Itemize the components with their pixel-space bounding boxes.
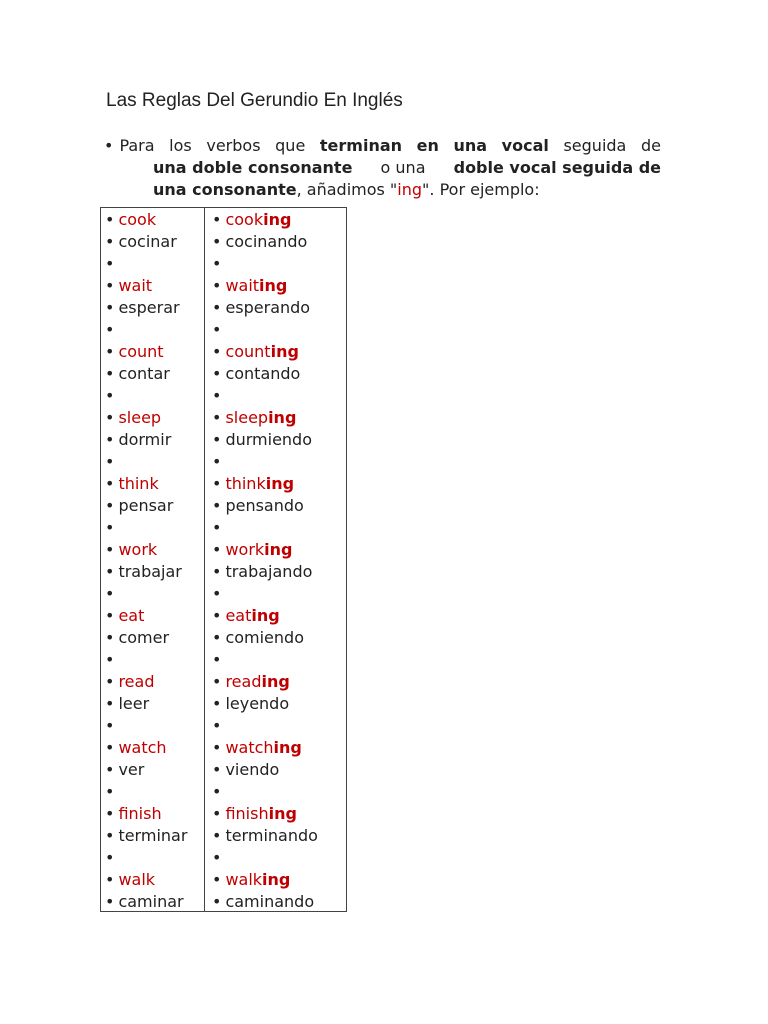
english-verb: eat	[118, 606, 145, 625]
empty-bullet-row	[105, 847, 204, 869]
spanish-verb: terminar	[118, 826, 188, 845]
gerund-stem: read	[225, 672, 262, 691]
gerund-stem: finish	[225, 804, 269, 823]
gerund-suffix: ing	[261, 672, 290, 691]
empty-bullet-row	[212, 385, 346, 407]
rule-word: seguida	[563, 136, 627, 155]
rule-phrase-bold: una doble consonante	[153, 158, 353, 177]
gerund-row	[212, 407, 346, 429]
bullet: •	[212, 738, 222, 757]
bullet: •	[212, 782, 222, 801]
bullet: •	[105, 320, 115, 339]
bullet: •	[212, 408, 222, 427]
empty-bullet-row	[105, 715, 204, 737]
bullet: •	[105, 298, 115, 317]
bullet: •	[105, 892, 115, 911]
bullet: •	[105, 606, 115, 625]
gerund-row	[212, 671, 346, 693]
gerund-row	[212, 275, 346, 297]
gerund-translation-row	[212, 297, 346, 319]
bullet: •	[212, 540, 222, 559]
english-verb: wait	[118, 276, 153, 295]
bullet: •	[105, 232, 115, 251]
bullet: •	[105, 276, 115, 295]
rule-word-bold: en	[416, 136, 439, 155]
gerund-row	[212, 539, 346, 561]
bullet: •	[105, 826, 115, 845]
bullet: •	[105, 738, 115, 757]
gerund-translation-row	[212, 693, 346, 715]
bullet: •	[105, 254, 115, 273]
bullet: •	[105, 474, 115, 493]
bullet: •	[212, 452, 222, 471]
rule-paragraph	[104, 135, 661, 201]
bullet: •	[105, 562, 115, 581]
bullet: •	[105, 342, 115, 361]
spanish-gerund: viendo	[225, 760, 280, 779]
bullet: •	[105, 804, 115, 823]
spanish-verb: caminar	[118, 892, 184, 911]
bullet: •	[105, 496, 115, 515]
gerund-translation-row	[212, 231, 346, 253]
bullet: •	[212, 298, 222, 317]
bullet: •	[105, 386, 115, 405]
verb-row	[105, 341, 204, 363]
gerund-stem: think	[225, 474, 266, 493]
english-verb: watch	[118, 738, 167, 757]
translation-row	[105, 495, 204, 517]
spanish-gerund: terminando	[225, 826, 318, 845]
empty-bullet-row	[105, 451, 204, 473]
translation-row	[105, 693, 204, 715]
bullet: •	[212, 562, 222, 581]
gerund-stem: sleep	[225, 408, 269, 427]
english-verb: work	[118, 540, 158, 559]
gerund-suffix: ing	[259, 276, 288, 295]
bullet: •	[104, 136, 114, 155]
english-verb: count	[118, 342, 164, 361]
spanish-gerund: contando	[225, 364, 301, 383]
bullet: •	[212, 694, 222, 713]
rule-phrase: o una	[380, 158, 426, 177]
bullet: •	[212, 254, 222, 273]
empty-bullet-row	[212, 847, 346, 869]
gerund-stem: cook	[225, 210, 264, 229]
empty-bullet-row	[212, 451, 346, 473]
rule-word: Para	[119, 136, 155, 155]
english-verb: think	[118, 474, 159, 493]
empty-bullet-row	[105, 583, 204, 605]
rule-phrase-bold: doble vocal seguida de	[453, 158, 661, 177]
gerund-suffix: ing	[273, 738, 302, 757]
verb-row	[105, 407, 204, 429]
gerund-suffix: ing	[268, 408, 297, 427]
spanish-gerund: esperando	[225, 298, 311, 317]
gerund-row	[212, 209, 346, 231]
empty-bullet-row	[105, 253, 204, 275]
bullet: •	[105, 364, 115, 383]
rule-line-1	[104, 135, 661, 157]
bullet: •	[212, 870, 222, 889]
bullet: •	[212, 628, 222, 647]
verb-row	[105, 869, 204, 891]
rule-first-word	[104, 135, 155, 157]
bullet: •	[212, 826, 222, 845]
rule-phrase-bold: una consonante	[153, 180, 297, 199]
spanish-verb: comer	[118, 628, 170, 647]
translation-row	[105, 627, 204, 649]
bullet: •	[212, 650, 222, 669]
bullet: •	[212, 364, 222, 383]
spanish-verb: esperar	[118, 298, 180, 317]
gerund-translation-row	[212, 363, 346, 385]
gerund-stem: wait	[225, 276, 260, 295]
bullet: •	[105, 430, 115, 449]
verb-row	[105, 671, 204, 693]
gerund-suffix: ing	[251, 606, 280, 625]
gerund-row	[212, 869, 346, 891]
gerund-row	[212, 605, 346, 627]
empty-bullet-row	[105, 319, 204, 341]
bullet: •	[105, 408, 115, 427]
spanish-gerund: pensando	[225, 496, 304, 515]
spanish-verb: pensar	[118, 496, 174, 515]
gerund-suffix: ing	[270, 342, 299, 361]
bullet: •	[105, 848, 115, 867]
translation-row	[105, 297, 204, 319]
gerund-translation-row	[212, 825, 346, 847]
spanish-gerund: caminando	[225, 892, 315, 911]
bullet: •	[212, 716, 222, 735]
bullet: •	[105, 672, 115, 691]
empty-bullet-row	[212, 649, 346, 671]
verb-row	[105, 209, 204, 231]
bullet: •	[105, 452, 115, 471]
bullet: •	[212, 606, 222, 625]
spanish-verb: leer	[118, 694, 150, 713]
verb-row	[105, 539, 204, 561]
spanish-verb: ver	[118, 760, 145, 779]
rule-word: de	[640, 136, 661, 155]
gerund-stem: count	[225, 342, 271, 361]
spanish-gerund: trabajando	[225, 562, 313, 581]
rule-word-bold: terminan	[319, 136, 403, 155]
gerunds-column	[205, 208, 346, 911]
spanish-verb: cocinar	[118, 232, 177, 251]
bullet: •	[105, 628, 115, 647]
rule-word: verbos	[206, 136, 261, 155]
spanish-gerund: cocinando	[225, 232, 308, 251]
empty-bullet-row	[105, 649, 204, 671]
gerund-row	[212, 803, 346, 825]
empty-bullet-row	[105, 517, 204, 539]
gerund-translation-row	[212, 891, 346, 913]
empty-bullet-row	[212, 319, 346, 341]
bullet: •	[105, 870, 115, 889]
bullet: •	[212, 584, 222, 603]
bullet: •	[212, 210, 222, 229]
bullet: •	[105, 694, 115, 713]
spanish-gerund: leyendo	[225, 694, 290, 713]
gerund-suffix: ing	[264, 540, 293, 559]
rule-word-bold: una	[453, 136, 488, 155]
rule-line-2	[104, 157, 661, 179]
bullet: •	[212, 386, 222, 405]
bullet: •	[212, 892, 222, 911]
translation-row	[105, 363, 204, 385]
gerund-translation-row	[212, 429, 346, 451]
gerund-suffix: ing	[268, 804, 297, 823]
gerund-row	[212, 473, 346, 495]
gerund-suffix: ing	[265, 474, 295, 493]
bullet: •	[105, 650, 115, 669]
verb-row	[105, 737, 204, 759]
verb-row	[105, 275, 204, 297]
bullet: •	[105, 584, 115, 603]
gerund-row	[212, 737, 346, 759]
translation-row	[105, 231, 204, 253]
rule-phrase: ". Por ejemplo:	[422, 180, 540, 199]
empty-bullet-row	[105, 781, 204, 803]
bullet: •	[105, 518, 115, 537]
translation-row	[105, 429, 204, 451]
empty-bullet-row	[212, 253, 346, 275]
page-title: Las Reglas Del Gerundio En Inglés	[106, 90, 403, 111]
empty-bullet-row	[212, 583, 346, 605]
empty-bullet-row	[212, 781, 346, 803]
spanish-verb: contar	[118, 364, 170, 383]
empty-bullet-row	[212, 715, 346, 737]
bullet: •	[212, 430, 222, 449]
bullet: •	[212, 518, 222, 537]
bullet: •	[212, 848, 222, 867]
bullet: •	[212, 276, 222, 295]
bullet: •	[105, 716, 115, 735]
spanish-verb: dormir	[118, 430, 172, 449]
bullet: •	[212, 342, 222, 361]
spanish-gerund: durmiendo	[225, 430, 312, 449]
gerund-translation-row	[212, 759, 346, 781]
gerund-suffix: ing	[262, 870, 291, 889]
translation-row	[105, 759, 204, 781]
bullet: •	[212, 320, 222, 339]
bullet: •	[105, 210, 115, 229]
verb-row	[105, 473, 204, 495]
gerund-translation-row	[212, 561, 346, 583]
bullet: •	[212, 474, 222, 493]
bullet: •	[212, 232, 222, 251]
rule-word-bold: vocal	[501, 136, 549, 155]
translation-row	[105, 825, 204, 847]
bullet: •	[212, 496, 222, 515]
gerund-stem: work	[225, 540, 265, 559]
gerund-suffix: ing	[263, 210, 292, 229]
gerund-translation-row	[212, 495, 346, 517]
ing-suffix: ing	[397, 180, 423, 199]
english-verb: cook	[118, 210, 157, 229]
examples-table	[100, 207, 347, 912]
gerund-translation-row	[212, 627, 346, 649]
gerund-stem: watch	[225, 738, 274, 757]
bullet: •	[212, 760, 222, 779]
bullet: •	[212, 804, 222, 823]
rule-word: que	[275, 136, 306, 155]
gerund-row	[212, 341, 346, 363]
rule-phrase: , añadimos "	[296, 180, 398, 199]
empty-bullet-row	[105, 385, 204, 407]
english-verb: finish	[118, 804, 162, 823]
verb-row	[105, 605, 204, 627]
spanish-verb: trabajar	[118, 562, 182, 581]
translation-row	[105, 561, 204, 583]
empty-bullet-row	[212, 517, 346, 539]
bullet: •	[105, 760, 115, 779]
gerund-stem: eat	[225, 606, 252, 625]
english-verb: read	[118, 672, 155, 691]
english-verb: walk	[118, 870, 156, 889]
rule-line-3	[104, 179, 661, 201]
verb-row	[105, 803, 204, 825]
spanish-gerund: comiendo	[225, 628, 304, 647]
bullet: •	[212, 672, 222, 691]
bullet: •	[105, 782, 115, 801]
base-verbs-column	[101, 208, 205, 911]
rule-word: los	[169, 136, 192, 155]
english-verb: sleep	[118, 408, 162, 427]
gerund-stem: walk	[225, 870, 263, 889]
bullet: •	[105, 540, 115, 559]
translation-row	[105, 891, 204, 913]
